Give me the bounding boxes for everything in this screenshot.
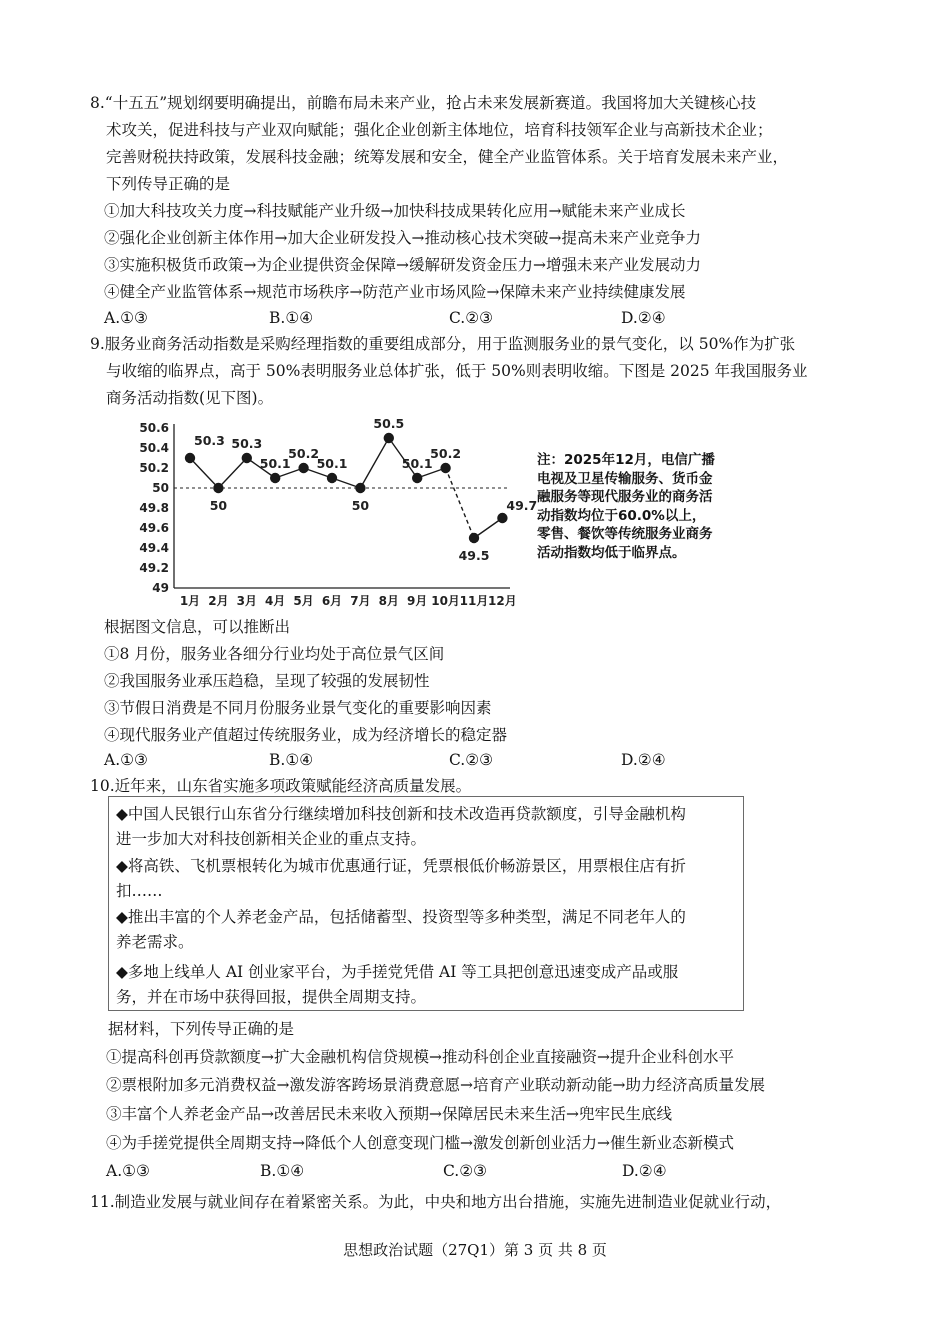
y-tick-label: 49.2 bbox=[139, 561, 169, 575]
q10-box-line-3: ◆将高铁、飞机票根转化为城市优惠通行证，凭票根低价畅游景区，用票根住店有折 bbox=[116, 857, 686, 875]
data-label: 50.3 bbox=[194, 433, 225, 448]
y-tick-label: 49.6 bbox=[139, 521, 169, 535]
q10-stem: 10.近年来，山东省实施多项政策赋能经济高质量发展。 bbox=[90, 777, 472, 795]
q9-item-3: ③节假日消费是不同月份服务业景气变化的重要影响因素 bbox=[104, 699, 492, 717]
data-point bbox=[469, 533, 479, 543]
data-point bbox=[497, 513, 507, 523]
q10-box-line-1: ◆中国人民银行山东省分行继续增加科技创新和技术改造再贷款额度，引导金融机构 bbox=[116, 805, 686, 823]
series-line-segment bbox=[474, 518, 502, 538]
x-tick-label: 3月 bbox=[236, 594, 257, 608]
series-line-segment bbox=[446, 468, 474, 538]
q8-stem-line-4: 下列传导正确的是 bbox=[106, 175, 231, 193]
x-tick-label: 11月 bbox=[459, 594, 489, 608]
q10-box-line-5: ◆推出丰富的个人养老金产品，包括储蓄型、投资型等多种类型，满足不同老年人的 bbox=[116, 908, 686, 926]
x-tick-label: 8月 bbox=[378, 594, 399, 608]
data-label: 50.5 bbox=[373, 416, 405, 431]
data-point bbox=[213, 483, 223, 493]
page-footer: 思想政治试题（27Q1）第 3 页 共 8 页 bbox=[343, 1241, 607, 1259]
x-tick-label: 9月 bbox=[407, 594, 428, 608]
q10-options bbox=[0, 1161, 950, 1181]
data-point bbox=[355, 483, 365, 493]
y-tick-label: 50.2 bbox=[139, 461, 169, 475]
q10-box-line-7: ◆多地上线单人 AI 创业家平台，为手搓党凭借 AI 等工具把创意迅速变成产品或服 bbox=[116, 963, 679, 981]
q10-box-line-4: 扣…… bbox=[116, 882, 163, 900]
q8-item-1: ①加大科技攻关力度→科技赋能产业升级→加快科技成果转化应用→赋能未来产业成长 bbox=[104, 202, 686, 220]
series-line-segment bbox=[218, 458, 246, 488]
q10-lead: 据材料，下列传导正确的是 bbox=[108, 1020, 295, 1038]
data-label: 49.5 bbox=[458, 548, 490, 563]
q10-item-3: ③丰富个人养老金产品→改善居民未来收入预期→保障居民未来生活→兜牢民生底线 bbox=[106, 1105, 672, 1123]
data-label: 50.1 bbox=[316, 456, 348, 471]
data-label: 50.1 bbox=[401, 456, 433, 471]
data-point bbox=[242, 453, 252, 463]
q9-item-1: ①8 月份，服务业各细分行业均处于高位景气区间 bbox=[104, 645, 445, 663]
q10-option-c: C.②③ bbox=[443, 1162, 488, 1180]
q9-option-d: D.②④ bbox=[621, 751, 666, 769]
q10-box-line-8: 务，并在市场中获得回报，提供全周期支持。 bbox=[116, 988, 427, 1006]
y-tick-label: 50 bbox=[152, 481, 169, 495]
q9-lead: 根据图文信息，可以推断出 bbox=[104, 618, 291, 636]
data-point bbox=[440, 463, 450, 473]
data-point bbox=[270, 473, 280, 483]
q8-stem-line-3: 完善财税扶持政策，发展科技金融；统筹发展和安全，健全产业监管体系。关于培育发展未来产业， bbox=[106, 148, 789, 166]
q10-item-1: ①提高科创再贷款额度→扩大金融机构信贷规模→推动科创企业直接融资→提升企业科创水平 bbox=[106, 1048, 734, 1066]
q11-stem: 11.制造业发展与就业间存在着紧密关系。为此，中央和地方出台措施，实施先进制造业促就业行动， bbox=[90, 1193, 782, 1211]
data-label: 50 bbox=[209, 498, 228, 513]
q9-item-4: ④现代服务业产值超过传统服务业，成为经济增长的稳定器 bbox=[104, 726, 508, 744]
q8-options bbox=[0, 308, 950, 328]
data-label: 50 bbox=[351, 498, 370, 513]
q9-options bbox=[0, 750, 950, 770]
q10-option-b: B.①④ bbox=[260, 1162, 305, 1180]
y-tick-label: 50.4 bbox=[139, 441, 169, 455]
q9-stem-line-3: 商务活动指数(见下图)。 bbox=[106, 389, 274, 407]
q9-item-2: ②我国服务业承压趋稳，呈现了较强的发展韧性 bbox=[104, 672, 430, 690]
x-tick-label: 10月 bbox=[431, 594, 460, 608]
q9-stem-line-2: 与收缩的临界点，高于 50%表明服务业总体扩张，低于 50%则表明收缩。下图是 2025 年我国服务业 bbox=[106, 362, 808, 380]
data-label: 50.2 bbox=[430, 446, 462, 461]
data-point bbox=[327, 473, 337, 483]
service-pmi-line-chart bbox=[139, 416, 538, 612]
x-tick-label: 4月 bbox=[265, 594, 286, 608]
q8-item-2: ②强化企业创新主体作用→加大企业研发投入→推动核心技术突破→提高未来产业竞争力 bbox=[104, 229, 701, 247]
y-tick-label: 50.6 bbox=[139, 421, 169, 435]
y-tick-label: 49.8 bbox=[139, 501, 169, 515]
q10-box-line-2: 进一步加大对科技创新相关企业的重点支持。 bbox=[116, 830, 427, 848]
data-label: 50.3 bbox=[231, 436, 263, 451]
q10-option-d: D.②④ bbox=[622, 1162, 667, 1180]
q9-stem-line-1: 9.服务业商务活动指数是采购经理指数的重要组成部分，用于监测服务业的景气变化，以 50%作为扩张 bbox=[90, 335, 796, 353]
series-line-segment bbox=[360, 438, 388, 488]
data-point bbox=[185, 453, 195, 463]
q8-stem-line-2: 术攻关，促进科技与产业双向赋能；强化企业创新主体地位，培育科技领军企业与高新技术企业； bbox=[106, 121, 773, 139]
y-tick-label: 49 bbox=[152, 581, 169, 595]
q10-box-line-6: 养老需求。 bbox=[116, 933, 194, 951]
x-tick-label: 1月 bbox=[179, 594, 201, 608]
data-point bbox=[384, 433, 394, 443]
q8-option-d: D.②④ bbox=[621, 309, 666, 327]
q9-option-b: B.①④ bbox=[269, 751, 314, 769]
q10-item-2: ②票根附加多元消费权益→激发游客跨场景消费意愿→培育产业联动新动能→助力经济高质量发展 bbox=[106, 1076, 765, 1094]
x-tick-label: 6月 bbox=[321, 594, 343, 608]
data-label: 50.2 bbox=[288, 446, 320, 461]
q8-item-3: ③实施积极货币政策→为企业提供资金保障→缓解研发资金压力→增强未来产业发展动力 bbox=[104, 256, 701, 274]
q8-item-4: ④健全产业监管体系→规范市场秩序→防范产业市场风险→保障未来产业持续健康发展 bbox=[104, 283, 686, 301]
series-line-segment bbox=[190, 458, 218, 488]
x-tick-label: 5月 bbox=[293, 594, 314, 608]
x-tick-label: 7月 bbox=[350, 594, 371, 608]
q8-option-a: A.①③ bbox=[104, 309, 148, 327]
x-tick-label: 12月 bbox=[488, 594, 517, 608]
data-point bbox=[298, 463, 308, 473]
q10-option-a: A.①③ bbox=[106, 1162, 150, 1180]
q9-option-c: C.②③ bbox=[449, 751, 494, 769]
q8-option-c: C.②③ bbox=[449, 309, 494, 327]
y-tick-label: 49.4 bbox=[139, 541, 169, 555]
q8-stem-line-1: 8.“十五五”规划纲要明确提出，前瞻布局未来产业，抢占未来发展新赛道。我国将加大关键核心技 bbox=[90, 94, 757, 112]
chart-note: 注：2025年12月，电信广播电视及卫星传输服务、货币金融服务等现代服务业的商务活动指数均位于60.0%以上，零售、餐饮等传统服务业商务活动指数均低于临界点。 bbox=[537, 452, 715, 561]
data-label: 50.1 bbox=[259, 456, 291, 471]
data-point bbox=[412, 473, 422, 483]
q10-item-4: ④为手搓党提供全周期支持→降低个人创意变现门槛→激发创新创业活力→催生新业态新模式 bbox=[106, 1134, 734, 1152]
q9-option-a: A.①③ bbox=[104, 751, 148, 769]
x-tick-label: 2月 bbox=[208, 594, 229, 608]
data-label: 49.7 bbox=[506, 498, 538, 513]
q8-option-b: B.①④ bbox=[269, 309, 314, 327]
